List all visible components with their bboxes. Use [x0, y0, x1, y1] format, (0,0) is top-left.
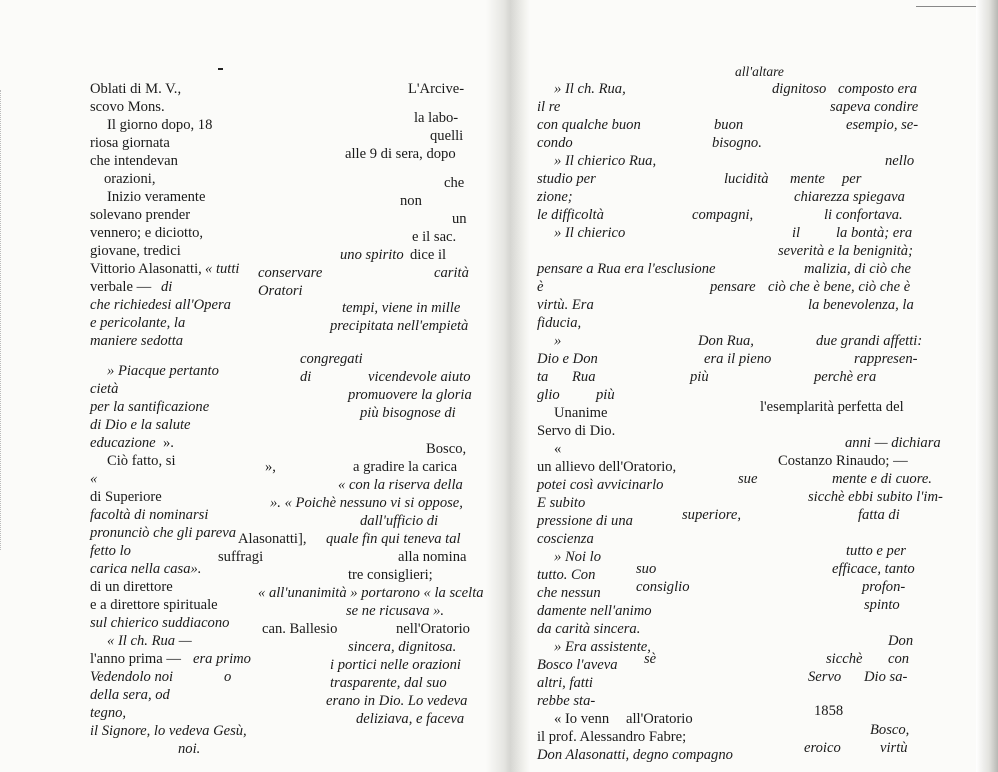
left-text-line: sincera, dignitosa.	[348, 639, 457, 655]
right-text-line: E subito	[537, 495, 586, 511]
right-text-line: mente	[790, 171, 825, 187]
right-text-line: Servo	[808, 669, 842, 685]
left-text-line: era primo	[193, 651, 251, 667]
right-text-line: che nessun	[537, 585, 601, 601]
left-text-line: quale fin qui teneva tal	[326, 531, 461, 547]
left-text-line: più bisognose di	[360, 405, 456, 421]
right-text-line: bisogno.	[712, 135, 762, 151]
left-text-line: a gradire la carica	[353, 459, 458, 475]
right-text-line: è	[537, 279, 544, 295]
right-text-line: più	[596, 387, 615, 403]
left-text-line: »,	[265, 459, 276, 475]
left-text-line: e il sac.	[412, 229, 457, 245]
left-text-line: Vedendolo noi	[90, 669, 174, 685]
right-text-line: Costanzo Rinaudo; —	[778, 453, 908, 469]
right-text-line: tutto. Con	[537, 567, 596, 583]
left-text-line: sul chierico suddiacono	[90, 615, 230, 631]
left-text-line: riosa giornata	[90, 135, 170, 151]
right-text-line: zione;	[537, 189, 573, 205]
left-text-line: che	[444, 175, 465, 191]
left-text-line: Il giorno dopo, 18	[107, 117, 213, 133]
left-text-line: l'anno prima —	[90, 651, 181, 667]
right-text-line: spinto	[864, 597, 900, 613]
right-text-line: Don Alasonatti, degno compagno	[537, 747, 733, 763]
left-text-line: trasparente, dal suo	[330, 675, 447, 691]
left-text-line: congregati	[300, 351, 363, 367]
left-text-line: Bosco,	[426, 441, 467, 457]
left-text-line: L'Arcive-	[408, 81, 465, 97]
right-text-line: condo	[537, 135, 573, 151]
left-text-line: conservare	[258, 265, 323, 281]
right-text-line: »	[554, 333, 562, 349]
right-text-line: pensare	[710, 279, 756, 295]
left-text-line: carica nella casa».	[90, 561, 202, 577]
right-text-line: » Noi lo	[554, 549, 602, 565]
right-text-line: chiarezza spiegava	[794, 189, 905, 205]
right-text-line: ciò che è bene, ciò che è	[768, 279, 911, 295]
right-text-line: 1858	[814, 703, 844, 719]
running-header: all'altare	[735, 64, 784, 79]
right-text-line: profon-	[862, 579, 906, 595]
left-text-line: il Signore, lo vedeva Gesù,	[90, 723, 247, 739]
left-text-line: « all'unanimità » portarono « la scelta	[258, 585, 484, 601]
right-text-line: Don	[888, 633, 914, 649]
right-text-line: rebbe sta-	[537, 693, 596, 709]
left-text-line: nell'Oratorio	[396, 621, 470, 637]
right-text-line: il re	[537, 99, 561, 115]
right-text-line: le difficoltà	[537, 207, 604, 223]
left-text-line: «	[90, 471, 98, 487]
left-text-line: suffragi	[218, 549, 264, 565]
right-text-line: studio per	[537, 171, 596, 187]
right-text-line: « Io venn	[554, 711, 610, 727]
right-text-line: più	[690, 369, 709, 385]
left-text-line: solevano prender	[90, 207, 191, 223]
left-text-line: facoltà di nominarsi	[90, 507, 209, 523]
left-text-line: Alasonatti],	[238, 531, 307, 547]
right-text-line: all'Oratorio	[626, 711, 693, 727]
left-text-line: dall'ufficio di	[360, 513, 439, 529]
right-text-line: suo	[636, 561, 657, 577]
right-text-line: Dio e Don	[537, 351, 598, 367]
right-text-line: pressione di una	[537, 513, 633, 529]
left-text-line: tre consiglieri;	[348, 567, 433, 583]
right-text-line: nello	[885, 153, 915, 169]
right-text-line: sicchè ebbi subito l'im-	[808, 489, 943, 505]
left-text-line: scovo Mons.	[90, 99, 165, 115]
right-text-line: Don Rua,	[698, 333, 754, 349]
right-text-line: per	[842, 171, 862, 187]
right-text-line: Rua	[572, 369, 596, 385]
left-text-line: alla nomina	[398, 549, 467, 565]
right-text-line: Bosco l'aveva	[537, 657, 618, 673]
right-text-line: con	[888, 651, 910, 667]
left-text-line: per la santificazione	[90, 399, 210, 415]
left-page	[0, 0, 486, 772]
left-text-line: la labo-	[414, 110, 459, 126]
right-text-line: rappresen-	[854, 351, 918, 367]
left-text-line: se ne ricusava ».	[346, 603, 445, 619]
left-text-line: di	[300, 369, 312, 385]
right-text-line: lucidità	[724, 171, 769, 187]
right-text-line: eroico	[804, 740, 841, 756]
left-text-line: ». « Poichè nessuno vi si oppose,	[270, 495, 463, 511]
left-text-line: o	[224, 669, 232, 685]
right-text-line: Dio sa-	[864, 669, 908, 685]
left-text-line: ».	[163, 435, 174, 451]
right-text-line: Unanime	[554, 405, 608, 421]
right-text-line: ta	[537, 369, 549, 385]
right-text-line: perchè era	[814, 369, 877, 385]
left-text-line: orazioni,	[104, 171, 156, 187]
left-text-line: di un direttore	[90, 579, 173, 595]
right-text-line: » Il chierico Rua,	[554, 153, 657, 169]
left-text-line: che intendevan	[90, 153, 178, 169]
right-text-line: l'esemplarità perfetta del	[760, 399, 904, 415]
left-text-line: che richiedesi all'Opera	[90, 297, 231, 313]
right-text-line: esempio, se-	[846, 117, 919, 133]
right-text-line: malizia, di ciò che	[804, 261, 912, 277]
right-text-line: il prof. Alessandro Fabre;	[537, 729, 687, 745]
right-text-line: era il pieno	[704, 351, 772, 367]
left-text-line: precipitata nell'empietà	[330, 318, 469, 334]
left-text-line: maniere sedotta	[90, 333, 184, 349]
right-text-line: fiducia,	[537, 315, 582, 331]
left-text-line: educazione	[90, 435, 156, 451]
right-text-line: sicchè	[826, 651, 863, 667]
page-edge-right	[976, 0, 998, 772]
right-text-line: » Il chierico	[554, 225, 626, 241]
right-text-line: virtù	[880, 740, 908, 756]
left-text-line: vennero; e diciotto,	[90, 225, 204, 241]
left-text-line: pronunciò che gli pareva	[90, 525, 237, 541]
right-text-line: composto era	[838, 81, 918, 97]
left-text-line: « Il ch. Rua —	[107, 633, 192, 649]
left-text-line: Oratori	[258, 283, 303, 299]
left-text-line: tempi, viene in mille	[342, 300, 461, 316]
right-text-line: da carità sincera.	[537, 621, 641, 637]
left-text-line: Ciò fatto, si	[107, 453, 176, 469]
right-text-line: la benevolenza, la	[808, 297, 914, 313]
left-text-line: Vittorio Alasonatti,	[90, 261, 202, 277]
left-text-line: vicendevole aiuto	[368, 369, 471, 385]
right-text-line: potei così avvicinarlo	[537, 477, 664, 493]
right-text-line: fatta di	[858, 507, 900, 523]
left-text-line: dice il	[410, 247, 447, 263]
left-text-line: tegno,	[90, 705, 127, 721]
left-text-line: non	[400, 193, 422, 209]
left-text-line: erano in Dio. Lo vedeva	[326, 693, 468, 709]
left-text-line: can. Ballesio	[262, 621, 338, 637]
right-text-line: » Era assistente,	[554, 639, 651, 655]
right-text-line: altri, fatti	[537, 675, 593, 691]
right-page	[530, 0, 976, 772]
left-text-line: « con la riserva della	[338, 477, 463, 493]
right-text-line: efficace, tanto	[832, 561, 915, 577]
right-text-line: dignitoso	[772, 81, 827, 97]
right-text-line: Bosco,	[870, 722, 910, 738]
left-text-line: e a direttore spirituale	[90, 597, 218, 613]
left-text-line: verbale —	[90, 279, 152, 295]
right-text-line: coscienza	[537, 531, 594, 547]
left-text-line: Oblati di M. V.,	[90, 81, 182, 97]
right-text-line: pensare a Rua era l'esclusione	[537, 261, 716, 277]
left-text-line: quelli	[430, 128, 464, 144]
left-text-line: carità	[434, 265, 469, 281]
right-text-line: Servo di Dio.	[537, 423, 616, 439]
left-text-line: « tutti	[205, 261, 240, 277]
left-text-line: di Superiore	[90, 489, 162, 505]
book-gutter	[486, 0, 530, 772]
right-text-line: sè	[644, 651, 657, 667]
left-text-line: uno spirito	[340, 247, 404, 263]
left-text-line: Inizio veramente	[107, 189, 206, 205]
right-text-line: superiore,	[682, 507, 742, 523]
left-text-line: cietà	[90, 381, 119, 397]
left-text-line: giovane, tredici	[90, 243, 181, 259]
left-text-line: promuovere la gloria	[348, 387, 472, 403]
right-text-line: tutto e per	[846, 543, 906, 559]
left-text-line: e pericolante, la	[90, 315, 186, 331]
left-text-line: di	[161, 279, 173, 295]
right-text-line: li confortava.	[824, 207, 903, 223]
right-text-line: mente e di cuore.	[832, 471, 932, 487]
left-text-line: alle 9 di sera, dopo	[345, 146, 456, 162]
right-text-line: glio	[537, 387, 560, 403]
right-text-line: con qualche buon	[537, 117, 641, 133]
left-text-line: noi.	[178, 741, 201, 757]
right-text-line: «	[554, 441, 562, 457]
left-text-line: » Piacque pertanto	[107, 363, 219, 379]
right-text-line: damente nell'animo	[537, 603, 652, 619]
right-text-line: » Il ch. Rua,	[554, 81, 626, 97]
right-text-line: sapeva condire	[830, 99, 919, 115]
right-text-line: sue	[738, 471, 758, 487]
left-text-line: di Dio e la salute	[90, 417, 191, 433]
right-text-line: consiglio	[636, 579, 690, 595]
right-text-line: il	[792, 225, 801, 241]
right-text-line: virtù. Era	[537, 297, 594, 313]
right-text-line: due grandi affetti:	[816, 333, 923, 349]
right-text-line: buon	[714, 117, 744, 133]
left-text-line: i portici nelle orazioni	[330, 657, 461, 673]
left-text-line: deliziava, e faceva	[356, 711, 465, 727]
right-text-line: anni — dichiara	[845, 435, 941, 451]
right-text-line: severità e la benignità;	[778, 243, 913, 259]
left-text-line: fetto lo	[90, 543, 131, 559]
left-text-line: un	[452, 211, 467, 227]
left-text-line: della sera, od	[90, 687, 170, 703]
right-text-line: compagni,	[692, 207, 754, 223]
right-text-line: la bontà; era	[836, 225, 913, 241]
right-text-line: un allievo dell'Oratorio,	[537, 459, 677, 475]
